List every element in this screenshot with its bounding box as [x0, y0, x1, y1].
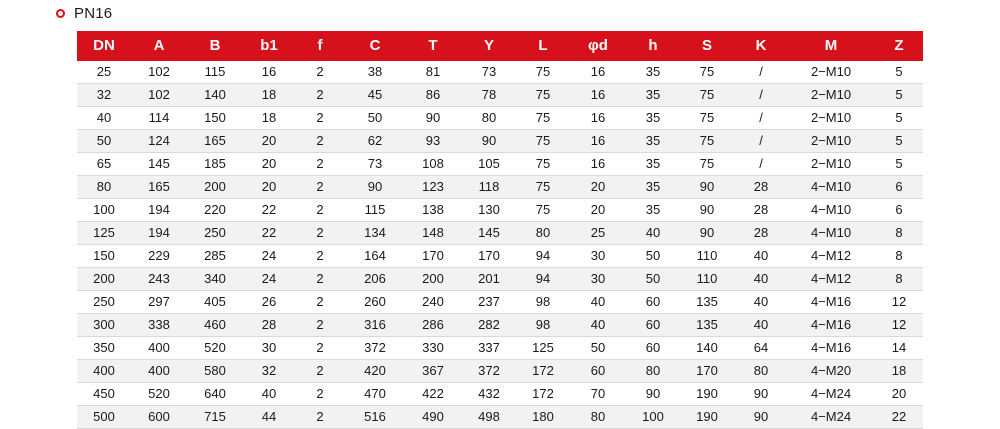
cell-dn: 400 — [77, 360, 131, 383]
cell-a: 194 — [131, 222, 187, 245]
cell-m: 4−M16 — [787, 314, 875, 337]
cell-f: 2 — [295, 245, 345, 268]
cell-s: 135 — [679, 314, 735, 337]
cell-b: 115 — [187, 61, 243, 84]
cell-b1: 30 — [243, 337, 295, 360]
cell-phid: 16 — [569, 130, 627, 153]
cell-y: 73 — [461, 61, 517, 84]
cell-m: 2−M10 — [787, 107, 875, 130]
cell-a: 194 — [131, 199, 187, 222]
cell-t: 200 — [405, 268, 461, 291]
cell-dn: 25 — [77, 61, 131, 84]
cell-s: 75 — [679, 84, 735, 107]
cell-phid: 16 — [569, 61, 627, 84]
cell-m: 4−M16 — [787, 337, 875, 360]
cell-k: 64 — [735, 337, 787, 360]
cell-b: 340 — [187, 268, 243, 291]
cell-h: 50 — [627, 268, 679, 291]
cell-c: 115 — [345, 199, 405, 222]
column-header-b1: b1 — [243, 31, 295, 61]
cell-m: 4−M10 — [787, 199, 875, 222]
cell-z: 12 — [875, 314, 923, 337]
cell-t: 93 — [405, 130, 461, 153]
cell-m: 4−M24 — [787, 406, 875, 429]
cell-y: 372 — [461, 360, 517, 383]
cell-b: 165 — [187, 130, 243, 153]
cell-a: 229 — [131, 245, 187, 268]
column-header-m: M — [787, 31, 875, 61]
table-row — [77, 176, 923, 199]
cell-phid: 50 — [569, 337, 627, 360]
cell-y: 282 — [461, 314, 517, 337]
cell-l: 98 — [517, 314, 569, 337]
cell-b: 580 — [187, 360, 243, 383]
cell-y: 80 — [461, 107, 517, 130]
cell-h: 40 — [627, 222, 679, 245]
table-row — [77, 107, 923, 130]
cell-s: 170 — [679, 360, 735, 383]
cell-b: 715 — [187, 406, 243, 429]
column-header-t: T — [405, 31, 461, 61]
table-row — [77, 130, 923, 153]
cell-t: 286 — [405, 314, 461, 337]
cell-b1: 32 — [243, 360, 295, 383]
cell-y: 498 — [461, 406, 517, 429]
cell-f: 2 — [295, 176, 345, 199]
cell-s: 190 — [679, 383, 735, 406]
cell-k: 28 — [735, 199, 787, 222]
cell-phid: 60 — [569, 360, 627, 383]
cell-l: 75 — [517, 153, 569, 176]
cell-k: 28 — [735, 176, 787, 199]
cell-l: 80 — [517, 222, 569, 245]
cell-l: 180 — [517, 406, 569, 429]
cell-a: 520 — [131, 383, 187, 406]
cell-y: 78 — [461, 84, 517, 107]
specification-table — [77, 31, 923, 429]
cell-s: 75 — [679, 61, 735, 84]
cell-z: 20 — [875, 383, 923, 406]
cell-z: 6 — [875, 176, 923, 199]
cell-m: 4−M12 — [787, 268, 875, 291]
cell-y: 237 — [461, 291, 517, 314]
cell-a: 243 — [131, 268, 187, 291]
cell-y: 432 — [461, 383, 517, 406]
cell-k: 40 — [735, 268, 787, 291]
cell-y: 145 — [461, 222, 517, 245]
cell-s: 90 — [679, 176, 735, 199]
column-header-a: A — [131, 31, 187, 61]
cell-dn: 65 — [77, 153, 131, 176]
column-header-phid: φd — [569, 31, 627, 61]
cell-t: 81 — [405, 61, 461, 84]
cell-a: 165 — [131, 176, 187, 199]
cell-c: 73 — [345, 153, 405, 176]
cell-l: 75 — [517, 61, 569, 84]
column-header-h: h — [627, 31, 679, 61]
cell-m: 4−M10 — [787, 176, 875, 199]
cell-c: 260 — [345, 291, 405, 314]
cell-t: 170 — [405, 245, 461, 268]
cell-f: 2 — [295, 268, 345, 291]
cell-f: 2 — [295, 61, 345, 84]
cell-phid: 40 — [569, 314, 627, 337]
cell-b1: 18 — [243, 84, 295, 107]
cell-m: 2−M10 — [787, 61, 875, 84]
cell-b: 285 — [187, 245, 243, 268]
cell-m: 4−M12 — [787, 245, 875, 268]
cell-c: 38 — [345, 61, 405, 84]
cell-s: 190 — [679, 406, 735, 429]
column-header-z: Z — [875, 31, 923, 61]
cell-dn: 50 — [77, 130, 131, 153]
cell-f: 2 — [295, 130, 345, 153]
cell-f: 2 — [295, 222, 345, 245]
cell-c: 470 — [345, 383, 405, 406]
cell-t: 86 — [405, 84, 461, 107]
cell-a: 114 — [131, 107, 187, 130]
cell-f: 2 — [295, 383, 345, 406]
cell-k: 80 — [735, 360, 787, 383]
cell-s: 110 — [679, 268, 735, 291]
cell-b: 640 — [187, 383, 243, 406]
cell-z: 22 — [875, 406, 923, 429]
cell-f: 2 — [295, 337, 345, 360]
cell-c: 45 — [345, 84, 405, 107]
cell-m: 2−M10 — [787, 130, 875, 153]
cell-k: / — [735, 153, 787, 176]
cell-k: / — [735, 130, 787, 153]
caption-label: PN16 — [74, 4, 113, 22]
cell-phid: 30 — [569, 268, 627, 291]
cell-a: 297 — [131, 291, 187, 314]
cell-y: 105 — [461, 153, 517, 176]
cell-l: 75 — [517, 84, 569, 107]
cell-b: 150 — [187, 107, 243, 130]
cell-s: 140 — [679, 337, 735, 360]
table-row — [77, 199, 923, 222]
cell-f: 2 — [295, 84, 345, 107]
cell-z: 5 — [875, 153, 923, 176]
table-row — [77, 222, 923, 245]
cell-l: 94 — [517, 268, 569, 291]
cell-l: 75 — [517, 199, 569, 222]
spec-table-container — [77, 31, 923, 429]
cell-b1: 20 — [243, 176, 295, 199]
column-header-dn: DN — [77, 31, 131, 61]
cell-b1: 28 — [243, 314, 295, 337]
cell-b1: 16 — [243, 61, 295, 84]
cell-l: 125 — [517, 337, 569, 360]
table-row — [77, 245, 923, 268]
cell-dn: 40 — [77, 107, 131, 130]
cell-b: 185 — [187, 153, 243, 176]
cell-dn: 350 — [77, 337, 131, 360]
cell-h: 90 — [627, 383, 679, 406]
cell-a: 102 — [131, 61, 187, 84]
cell-z: 6 — [875, 199, 923, 222]
table-body — [77, 61, 923, 429]
cell-t: 90 — [405, 107, 461, 130]
cell-a: 338 — [131, 314, 187, 337]
cell-b1: 26 — [243, 291, 295, 314]
cell-dn: 500 — [77, 406, 131, 429]
column-header-b: B — [187, 31, 243, 61]
cell-dn: 450 — [77, 383, 131, 406]
cell-y: 90 — [461, 130, 517, 153]
cell-z: 18 — [875, 360, 923, 383]
cell-a: 400 — [131, 337, 187, 360]
column-header-f: f — [295, 31, 345, 61]
cell-l: 98 — [517, 291, 569, 314]
cell-k: 90 — [735, 383, 787, 406]
cell-y: 201 — [461, 268, 517, 291]
column-header-s: S — [679, 31, 735, 61]
cell-b1: 24 — [243, 245, 295, 268]
cell-b1: 20 — [243, 153, 295, 176]
cell-z: 8 — [875, 222, 923, 245]
cell-c: 516 — [345, 406, 405, 429]
cell-f: 2 — [295, 406, 345, 429]
table-header — [77, 31, 923, 61]
cell-a: 145 — [131, 153, 187, 176]
cell-phid: 16 — [569, 107, 627, 130]
cell-b: 250 — [187, 222, 243, 245]
cell-h: 80 — [627, 360, 679, 383]
cell-a: 400 — [131, 360, 187, 383]
table-row — [77, 268, 923, 291]
cell-phid: 70 — [569, 383, 627, 406]
cell-h: 60 — [627, 314, 679, 337]
cell-phid: 40 — [569, 291, 627, 314]
cell-t: 240 — [405, 291, 461, 314]
cell-f: 2 — [295, 360, 345, 383]
cell-z: 12 — [875, 291, 923, 314]
cell-dn: 200 — [77, 268, 131, 291]
cell-l: 75 — [517, 176, 569, 199]
cell-l: 75 — [517, 107, 569, 130]
cell-b: 140 — [187, 84, 243, 107]
bullet-marker-icon — [56, 9, 65, 18]
cell-z: 5 — [875, 130, 923, 153]
cell-b1: 18 — [243, 107, 295, 130]
cell-s: 110 — [679, 245, 735, 268]
cell-t: 123 — [405, 176, 461, 199]
cell-phid: 20 — [569, 176, 627, 199]
cell-m: 2−M10 — [787, 84, 875, 107]
cell-t: 330 — [405, 337, 461, 360]
cell-z: 8 — [875, 245, 923, 268]
cell-a: 600 — [131, 406, 187, 429]
cell-f: 2 — [295, 291, 345, 314]
cell-y: 118 — [461, 176, 517, 199]
cell-k: / — [735, 84, 787, 107]
cell-y: 130 — [461, 199, 517, 222]
table-row — [77, 84, 923, 107]
cell-f: 2 — [295, 153, 345, 176]
table-header-row — [77, 31, 923, 61]
cell-m: 2−M10 — [787, 153, 875, 176]
cell-a: 102 — [131, 84, 187, 107]
column-header-y: Y — [461, 31, 517, 61]
table-row — [77, 360, 923, 383]
cell-h: 100 — [627, 406, 679, 429]
cell-c: 206 — [345, 268, 405, 291]
cell-c: 62 — [345, 130, 405, 153]
cell-phid: 30 — [569, 245, 627, 268]
cell-h: 35 — [627, 176, 679, 199]
cell-z: 8 — [875, 268, 923, 291]
cell-c: 164 — [345, 245, 405, 268]
cell-c: 50 — [345, 107, 405, 130]
cell-z: 5 — [875, 84, 923, 107]
cell-dn: 150 — [77, 245, 131, 268]
cell-c: 90 — [345, 176, 405, 199]
cell-b1: 22 — [243, 199, 295, 222]
cell-b: 200 — [187, 176, 243, 199]
cell-s: 90 — [679, 222, 735, 245]
cell-l: 172 — [517, 383, 569, 406]
cell-h: 35 — [627, 130, 679, 153]
cell-s: 75 — [679, 153, 735, 176]
cell-b: 520 — [187, 337, 243, 360]
cell-k: / — [735, 107, 787, 130]
cell-k: 40 — [735, 314, 787, 337]
cell-h: 60 — [627, 337, 679, 360]
cell-h: 35 — [627, 84, 679, 107]
table-row — [77, 61, 923, 84]
cell-l: 172 — [517, 360, 569, 383]
cell-z: 14 — [875, 337, 923, 360]
cell-b1: 20 — [243, 130, 295, 153]
cell-phid: 80 — [569, 406, 627, 429]
cell-t: 148 — [405, 222, 461, 245]
cell-l: 94 — [517, 245, 569, 268]
cell-t: 422 — [405, 383, 461, 406]
cell-y: 337 — [461, 337, 517, 360]
cell-b1: 22 — [243, 222, 295, 245]
cell-h: 50 — [627, 245, 679, 268]
cell-phid: 25 — [569, 222, 627, 245]
cell-k: 40 — [735, 291, 787, 314]
table-row — [77, 314, 923, 337]
cell-b1: 40 — [243, 383, 295, 406]
cell-s: 135 — [679, 291, 735, 314]
cell-b1: 24 — [243, 268, 295, 291]
cell-f: 2 — [295, 199, 345, 222]
cell-l: 75 — [517, 130, 569, 153]
cell-dn: 250 — [77, 291, 131, 314]
cell-s: 75 — [679, 107, 735, 130]
table-row — [77, 337, 923, 360]
cell-c: 316 — [345, 314, 405, 337]
cell-h: 35 — [627, 153, 679, 176]
cell-t: 367 — [405, 360, 461, 383]
cell-dn: 300 — [77, 314, 131, 337]
cell-z: 5 — [875, 107, 923, 130]
cell-b: 220 — [187, 199, 243, 222]
cell-a: 124 — [131, 130, 187, 153]
column-header-k: K — [735, 31, 787, 61]
cell-m: 4−M10 — [787, 222, 875, 245]
cell-h: 35 — [627, 199, 679, 222]
cell-h: 35 — [627, 61, 679, 84]
cell-k: 90 — [735, 406, 787, 429]
cell-t: 490 — [405, 406, 461, 429]
cell-k: 40 — [735, 245, 787, 268]
cell-f: 2 — [295, 107, 345, 130]
cell-c: 134 — [345, 222, 405, 245]
cell-s: 90 — [679, 199, 735, 222]
cell-f: 2 — [295, 314, 345, 337]
cell-dn: 32 — [77, 84, 131, 107]
table-caption — [56, 0, 112, 26]
cell-h: 60 — [627, 291, 679, 314]
cell-s: 75 — [679, 130, 735, 153]
cell-phid: 16 — [569, 153, 627, 176]
cell-b: 460 — [187, 314, 243, 337]
cell-c: 420 — [345, 360, 405, 383]
cell-t: 138 — [405, 199, 461, 222]
cell-h: 35 — [627, 107, 679, 130]
cell-m: 4−M20 — [787, 360, 875, 383]
cell-t: 108 — [405, 153, 461, 176]
cell-dn: 80 — [77, 176, 131, 199]
cell-phid: 16 — [569, 84, 627, 107]
cell-k: / — [735, 61, 787, 84]
table-row — [77, 383, 923, 406]
cell-b1: 44 — [243, 406, 295, 429]
cell-m: 4−M16 — [787, 291, 875, 314]
cell-y: 170 — [461, 245, 517, 268]
cell-k: 28 — [735, 222, 787, 245]
cell-c: 372 — [345, 337, 405, 360]
cell-b: 405 — [187, 291, 243, 314]
table-row — [77, 291, 923, 314]
cell-phid: 20 — [569, 199, 627, 222]
table-row — [77, 153, 923, 176]
cell-dn: 125 — [77, 222, 131, 245]
cell-z: 5 — [875, 61, 923, 84]
cell-dn: 100 — [77, 199, 131, 222]
column-header-c: C — [345, 31, 405, 61]
cell-m: 4−M24 — [787, 383, 875, 406]
column-header-l: L — [517, 31, 569, 61]
